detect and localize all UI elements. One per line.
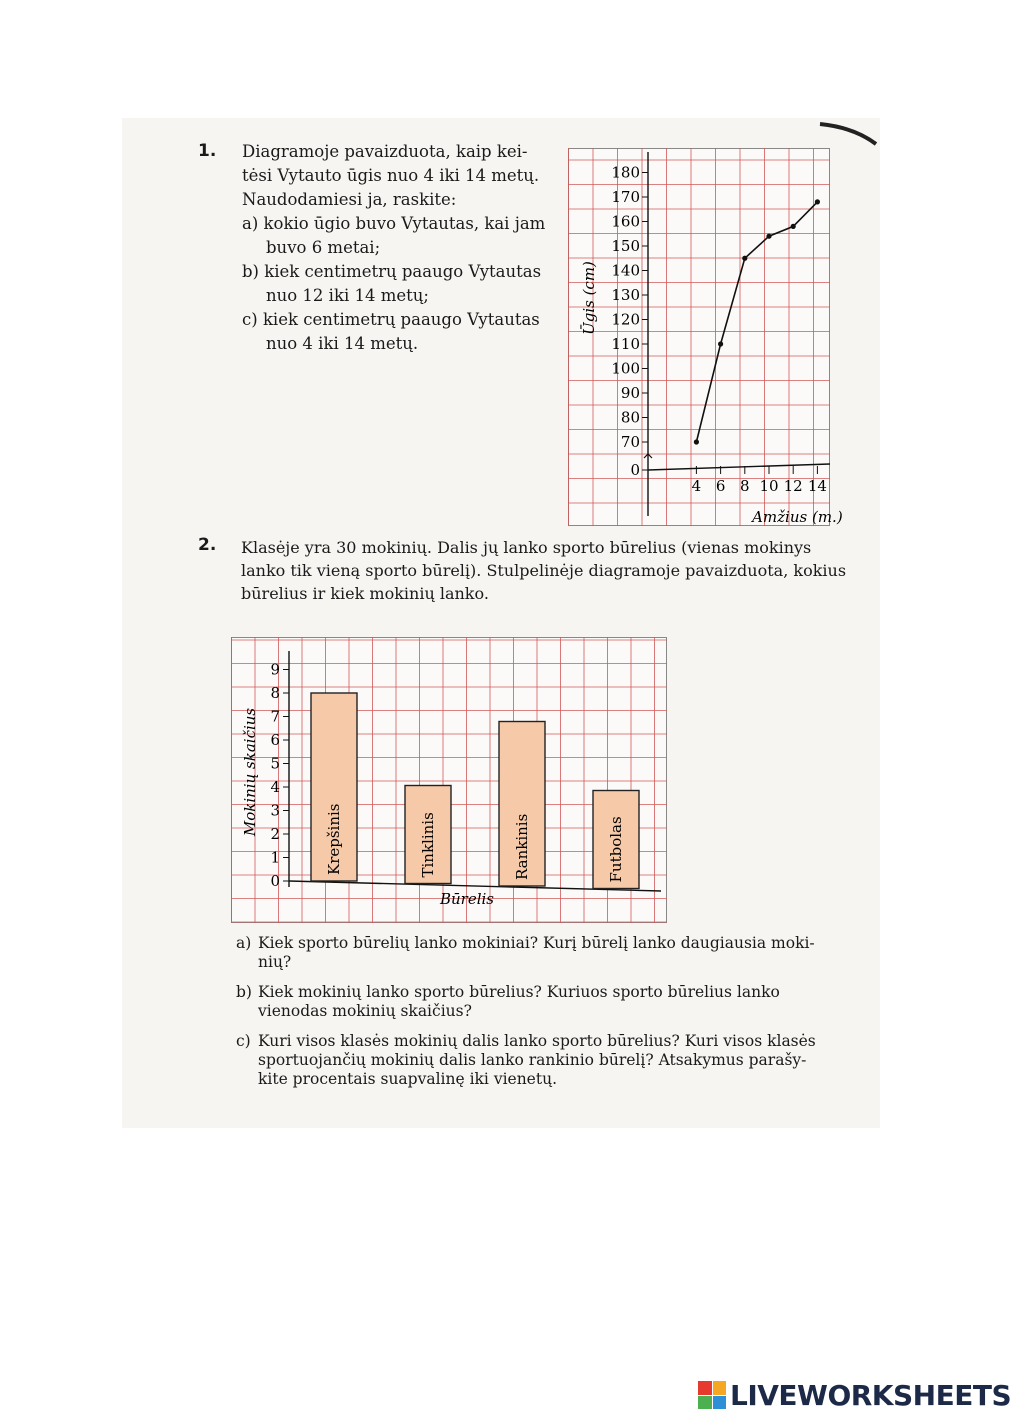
x-axis-label: Amžius (m.) (752, 508, 843, 526)
y-tick-label: 180 (611, 163, 640, 182)
y-tick-label: 70 (620, 433, 640, 451)
y-axis-label: Mokinių skaičius (241, 707, 259, 837)
y-axis-label: Ūgis (cm) (580, 261, 598, 335)
task1-number: 1. (198, 141, 217, 161)
x-tick-label: 6 (715, 477, 726, 495)
bar-label: Rankinis (513, 813, 531, 880)
y-tick-label: 120 (611, 310, 640, 329)
task1-item-a-cont: buvo 6 metai; (266, 238, 381, 257)
x-tick-label: 8 (740, 477, 750, 495)
x-tick-label: 14 (807, 477, 827, 495)
data-point (791, 224, 796, 229)
question-c: c) Kuri visos klasės mokinių dalis lanko sporto būrelius? Kuri visos klasės sportuojančių mokinių dalis lanko rankinio būrelį? Atsakymus parašy- kite procentais suapvalinę iki vienetų. (236, 1032, 816, 1088)
data-point (718, 341, 723, 346)
y-tick-label: 160 (611, 212, 640, 231)
question-b: b) Kiek mokinių lanko sporto būrelius? Kuriuos sporto būrelius lanko vienodas mokinių skaičius? (236, 983, 780, 1020)
task1-item-a: a) kokio ūgio buvo Vytautas, kai jam (242, 214, 546, 233)
y-tick-label: 2 (270, 825, 280, 843)
task1-item-c: c) kiek centimetrų paaugo Vytautas (242, 310, 540, 329)
bar-label: Futbolas (607, 816, 625, 883)
y-tick-label: 1 (270, 848, 280, 867)
task1-text (242, 140, 546, 356)
y-tick-label: 9 (270, 660, 280, 679)
task1-item-b: b) kiek centimetrų paaugo Vytautas (242, 262, 542, 281)
x-tick-label: 4 (691, 477, 702, 495)
task1-line: Diagramoje pavaizduota, kaip kei- (242, 142, 528, 161)
height-line-chart (568, 148, 843, 526)
clubs-bar-chart (231, 637, 667, 923)
y-tick-label: 0 (630, 461, 640, 479)
y-tick-label: 150 (611, 237, 640, 255)
y-tick-label: 170 (611, 188, 640, 206)
task1-item-c-cont: nuo 4 iki 14 metų. (266, 334, 419, 353)
task1-item-b-cont: nuo 12 iki 14 metų; (266, 286, 429, 305)
liveworksheets-logo-icon (698, 1381, 726, 1409)
task2-line: lanko tik vieną sporto būrelį). Stulpelinėje diagramoje pavaizduota, kokius (241, 561, 847, 580)
x-axis-label: Būrelis (439, 890, 495, 908)
task2-number: 2. (198, 535, 217, 555)
bar-label: Krepšinis (325, 803, 343, 875)
page-curl (820, 118, 880, 148)
y-tick-label: 140 (611, 261, 640, 280)
data-point (742, 256, 747, 261)
task1-line: Naudodamiesi ja, raskite: (242, 190, 457, 209)
bar-label: Tinklinis (419, 812, 437, 878)
task2-line: būrelius ir kiek mokinių lanko. (241, 584, 489, 603)
y-tick-label: 4 (270, 778, 280, 796)
task1-line: tėsi Vytauto ūgis nuo 4 iki 14 metų. (242, 166, 540, 185)
data-point (694, 439, 699, 444)
y-tick-label: 130 (611, 286, 640, 304)
task2-text (241, 536, 847, 605)
y-tick-label: 80 (620, 408, 640, 427)
data-point (766, 234, 771, 239)
y-tick-label: 3 (270, 801, 280, 820)
data-point (815, 199, 820, 204)
y-tick-label: 7 (270, 707, 280, 726)
y-tick-label: 100 (611, 359, 640, 378)
y-tick-label: 0 (270, 872, 280, 890)
question-a: a) Kiek sporto būrelių lanko mokiniai? Kurį būrelį lanko daugiausia moki- nių? (236, 934, 815, 971)
y-tick-label: 6 (270, 731, 280, 749)
brand-name: LIVEWORKSHEETS (730, 1378, 1011, 1412)
y-tick-label: 110 (611, 335, 640, 353)
task2-line: Klasėje yra 30 mokinių. Dalis jų lanko sporto būrelius (vienas mokinys (241, 538, 812, 557)
x-tick-label: 10 (759, 477, 779, 495)
y-tick-label: 8 (270, 684, 280, 702)
y-tick-label: 5 (270, 754, 280, 773)
liveworksheets-logo (698, 1375, 1011, 1415)
x-tick-label: 12 (783, 477, 803, 495)
y-tick-label: 90 (620, 384, 640, 402)
